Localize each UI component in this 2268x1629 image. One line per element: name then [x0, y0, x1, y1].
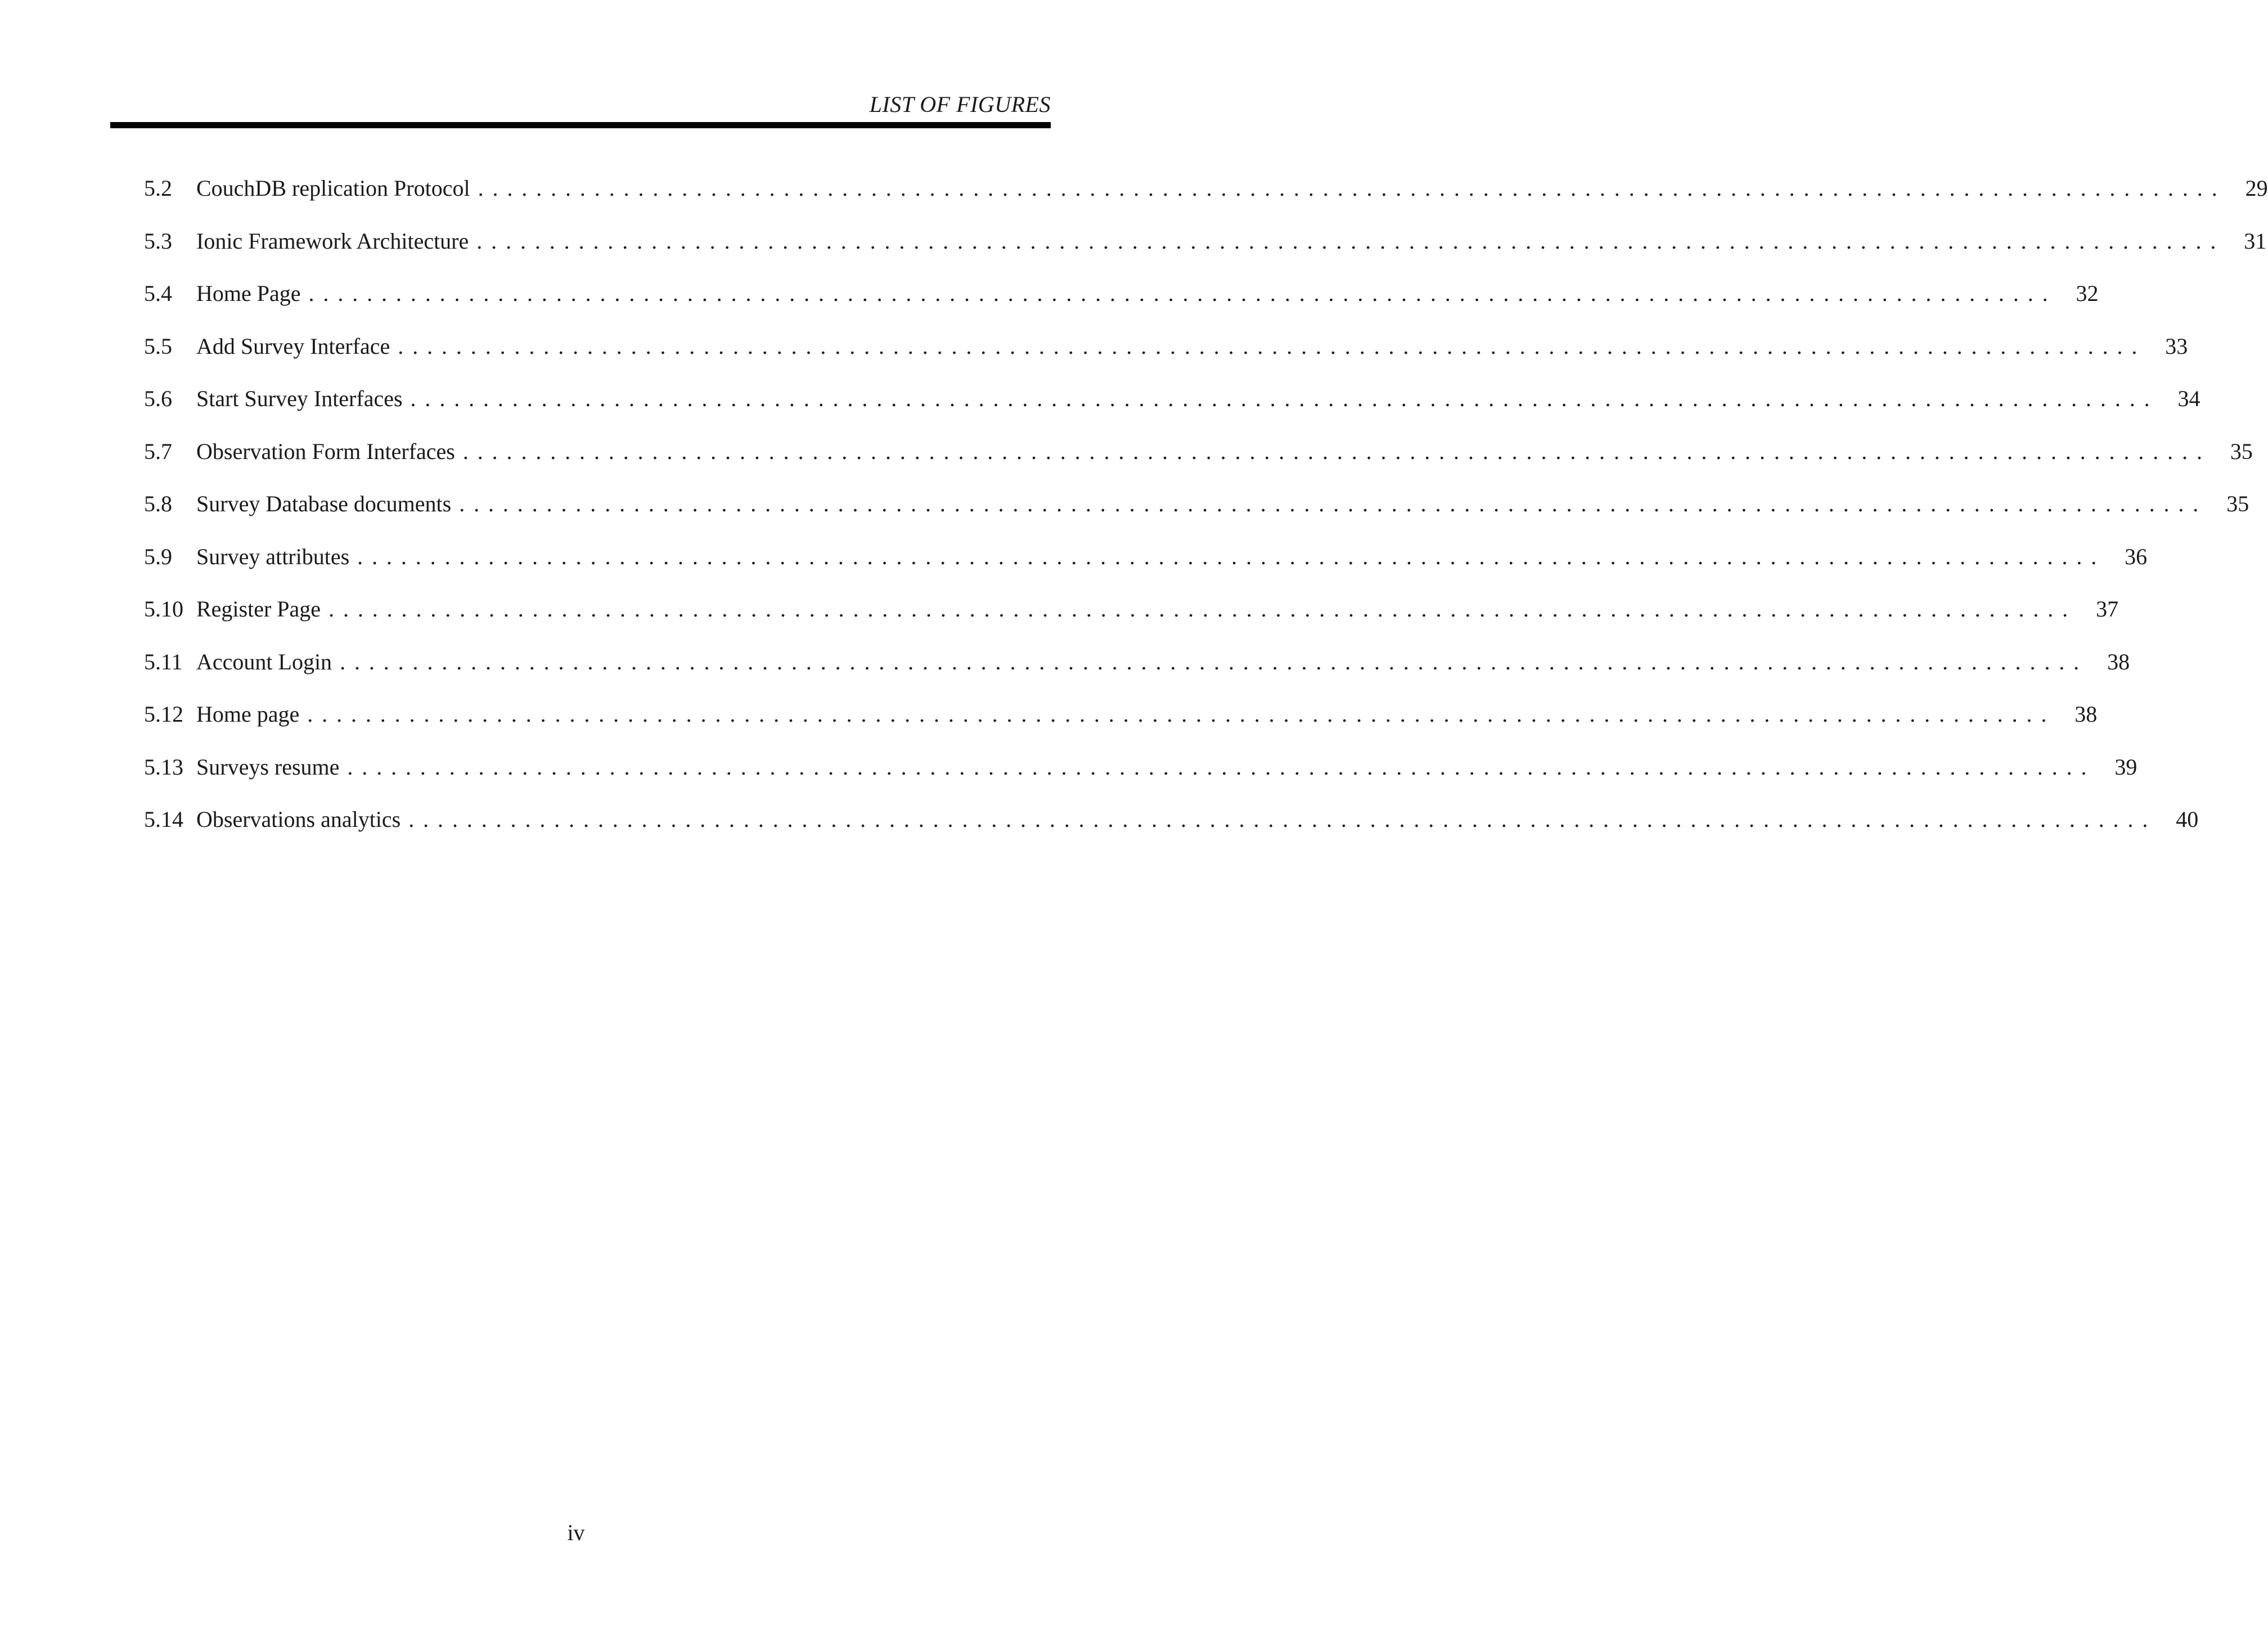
figure-number: 5.8	[144, 491, 172, 516]
toc-entry[interactable]	[144, 332, 2188, 361]
figure-number: 5.5	[144, 333, 172, 359]
toc-entry[interactable]	[144, 227, 2267, 255]
figure-page-number: 32	[2076, 281, 2099, 306]
figure-page-number: 29	[2245, 176, 2268, 201]
toc-entry[interactable]	[144, 543, 2148, 571]
header-rule	[110, 122, 1051, 128]
figure-page-number: 33	[2165, 333, 2188, 359]
figure-title: Account Login	[196, 649, 332, 674]
toc-entry[interactable]	[144, 753, 2138, 781]
figure-number: 5.4	[144, 281, 172, 306]
figure-number: 5.9	[144, 543, 172, 569]
figure-page-number: 34	[2177, 386, 2200, 411]
figure-number: 5.14	[144, 807, 183, 832]
dot-leader: ........................................................................................................................	[478, 176, 2226, 201]
toc-entry[interactable]	[144, 490, 2249, 518]
page-number: iv	[567, 1520, 585, 1545]
dot-leader: ........................................................................................................................	[408, 807, 2157, 832]
toc-entry[interactable]	[144, 700, 2098, 728]
running-header: LIST OF FIGURES	[869, 92, 1051, 117]
figure-number: 5.6	[144, 386, 172, 411]
dot-leader: ........................................................................................................................	[410, 386, 2159, 411]
figure-page-number: 35	[2226, 491, 2249, 516]
toc-entry[interactable]	[144, 806, 2199, 834]
figure-number: 5.2	[144, 176, 172, 201]
dot-leader: ........................................................................................................................	[398, 333, 2146, 359]
figure-title: Ionic Framework Architecture	[196, 228, 469, 254]
figure-page-number: 31	[2244, 228, 2267, 254]
figure-number: 5.12	[144, 701, 183, 727]
figure-number: 5.11	[144, 649, 183, 674]
figure-number: 5.13	[144, 754, 183, 780]
figure-title: Surveys resume	[196, 754, 340, 780]
dot-leader: ........................................................................................................................	[459, 491, 2208, 516]
figure-title: Start Survey Interfaces	[196, 386, 403, 411]
figure-title: Home page	[196, 701, 300, 727]
toc-entry[interactable]	[144, 174, 2268, 202]
dot-leader: ........................................................................................................................	[347, 754, 2096, 780]
toc-entry[interactable]	[144, 385, 2200, 413]
figure-page-number: 40	[2176, 807, 2199, 832]
figure-page-number: 39	[2114, 754, 2138, 780]
dot-leader: ........................................................................................................................	[340, 649, 2089, 674]
dot-leader: ........................................................................................................................	[357, 543, 2106, 569]
figure-title: Home Page	[196, 281, 301, 306]
toc-entry[interactable]	[144, 648, 2130, 676]
figure-page-number: 35	[2230, 438, 2253, 464]
figure-page-number: 38	[2107, 649, 2130, 674]
figure-title: Survey attributes	[196, 543, 350, 569]
figure-page-number: 37	[2096, 596, 2119, 622]
figure-page-number: 38	[2074, 701, 2098, 727]
dot-leader: ........................................................................................................................	[328, 596, 2077, 622]
figure-title: Observation Form Interfaces	[196, 438, 455, 464]
dot-leader: ........................................................................................................................	[476, 228, 2225, 254]
figure-title: Register Page	[196, 596, 321, 622]
dot-leader: ........................................................................................................................	[307, 701, 2056, 727]
figure-number: 5.3	[144, 228, 172, 254]
dot-leader: ........................................................................................................................	[308, 281, 2057, 306]
figure-number: 5.7	[144, 438, 172, 464]
figure-title: Add Survey Interface	[196, 333, 390, 359]
dot-leader: ........................................................................................................................	[462, 438, 2211, 464]
figure-title: Survey Database documents	[196, 491, 452, 516]
toc-entry[interactable]	[144, 280, 2099, 308]
toc-entry[interactable]	[144, 438, 2253, 466]
figure-title: CouchDB replication Protocol	[196, 176, 470, 201]
toc-entry[interactable]	[144, 595, 2119, 623]
figure-number: 5.10	[144, 596, 183, 622]
figure-page-number: 36	[2125, 543, 2148, 569]
figure-title: Observations analytics	[196, 807, 401, 832]
